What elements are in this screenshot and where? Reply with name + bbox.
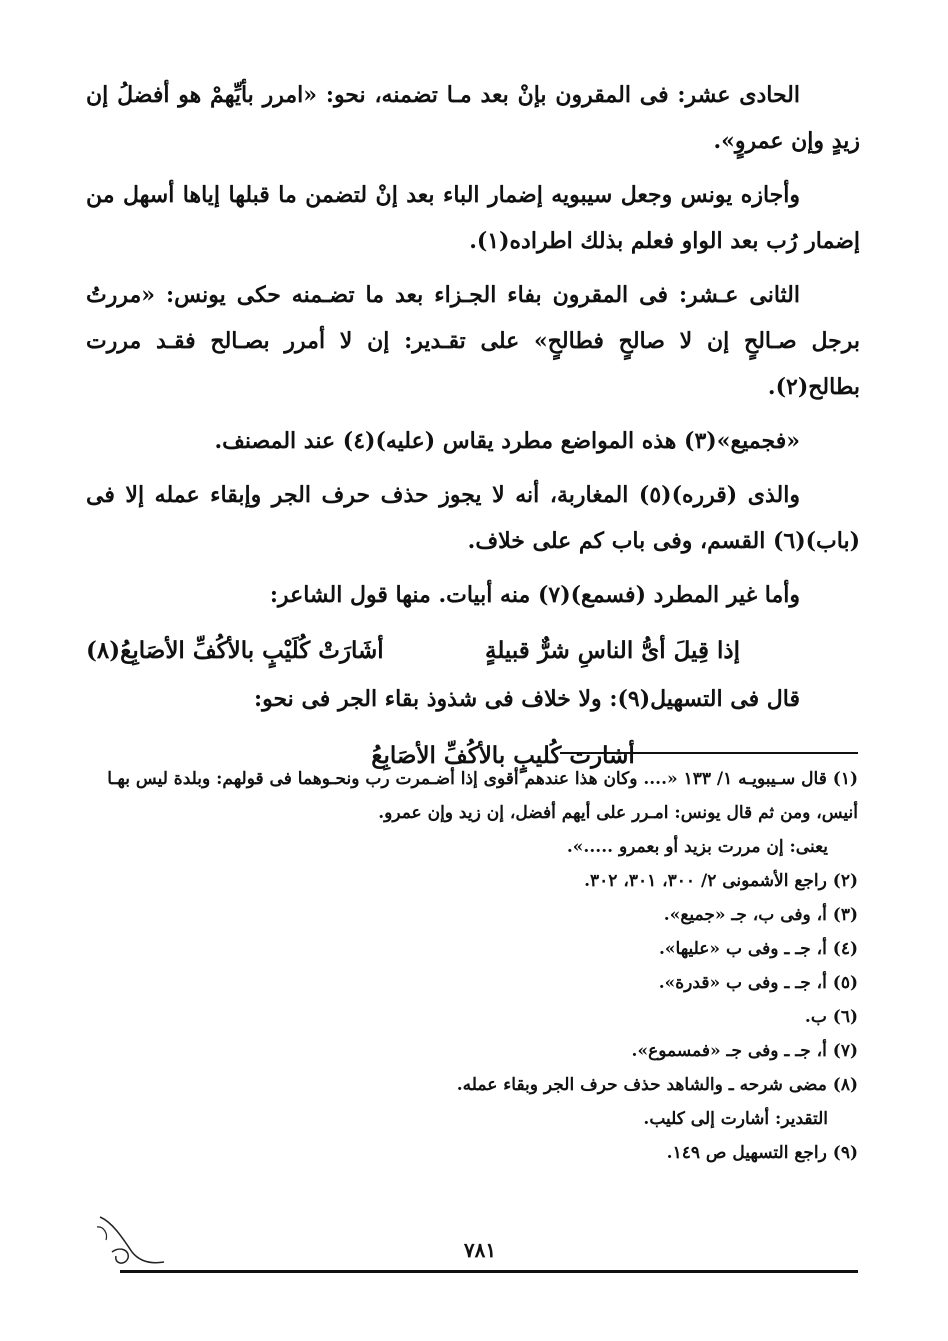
- paragraph-3: الثانى عـشر: فى المقرون بفاء الجـزاء بعد ما تضـمنه حكى يونس: «مررتُ برجل صـالحٍ إن لا صالحٍ فطالحٍ» على تقـدير: إن لا أمرر بصـالح فقـد مررت بطالح(٢).: [86, 282, 860, 400]
- footnote-6: (٦) ب.: [804, 1007, 858, 1027]
- verse-second-hemistich: أشَارَتْ كُلَيْبٍ بالأكُفِّ الأصَابِعُ(٨): [86, 637, 384, 664]
- footnote-8-continuation: التقدير: أشارت إلى كليب.: [643, 1109, 828, 1129]
- footnote-3: (٣) أ، وفى ب، جـ «جميع».: [663, 905, 858, 925]
- paragraph-7: قال فى التسهيل(٩): ولا خلاف فى شذوذ بقاء الجر فى نحو:: [253, 686, 800, 712]
- paragraph-4: «فجميع»(٣) هذه المواضع مطرد يقاس (عليه)(٤) عند المصنف.: [214, 428, 800, 454]
- verse-line-2: أشارت كُليبٍ بالأكُفِّ الأصَابِعُ: [371, 742, 635, 769]
- bottom-rule: [120, 1270, 858, 1273]
- footnote-1: (١) قال سـيبويـه ١/ ١٣٣ «.... وكان هذا عندهم أقوى إذا أضـمرت رب ونحـوهما فى قولهم: وبلدة ليس بهـا أنيس، ومن ثم قال يونس: امـرر على أيهم أفضل، إن زيد وإن عمرو.: [107, 769, 858, 823]
- verse-line-1: [86, 626, 860, 676]
- paragraph-6: وأما غير المطرد (فسمع)(٧) منه أبيات. منها قول الشاعر:: [269, 582, 800, 608]
- footnote-8: (٨) مضى شرحه ـ والشاهد حذف حرف الجر وبقاء عمله.: [456, 1075, 858, 1095]
- footnote-separator: [560, 752, 858, 754]
- footnote-9: (٩) راجع التسهيل ص ١٤٩.: [666, 1143, 858, 1163]
- verse-first-hemistich: إذا قِيلَ أىُّ الناسِ شرٌّ قبيلةٍ: [484, 637, 740, 664]
- page-ornament-icon: [92, 1212, 172, 1272]
- footnote-2: (٢) راجع الأشمونى ٢/ ٣٠٠، ٣٠١، ٣٠٢.: [584, 871, 858, 891]
- footnote-1-continuation: يعنى: إن مررت بزيد أو بعمرو .....».: [566, 837, 828, 857]
- page-number: ٧٨١: [463, 1238, 497, 1262]
- paragraph-1: الحادى عشر: فى المقرون بإنْ بعد مـا تضمنه، نحو: «امرر بأيِّهمْ هو أفضلُ إن زيدٍ وإن عمروٍ».: [86, 82, 860, 154]
- footnote-4: (٤) أ، جـ ـ وفى ب «عليها».: [658, 939, 858, 959]
- paragraph-2: وأجازه يونس وجعل سيبويه إضمار الباء بعد إنْ لتضمن ما قبلها إياها أسهل من إضمار رُب بعد الواو فعلم بذلك اطراده(١).: [86, 182, 860, 254]
- footnotes: [86, 762, 858, 1170]
- paragraph-5: والذى (قرره)(٥) المغاربة، أنه لا يجوز حذف حرف الجر وإبقاء عمله إلا فى (باب)(٦) القسم، وفى باب كم على خلاف.: [86, 482, 860, 554]
- footnote-5: (٥) أ، جـ ـ وفى ب «قدرة».: [658, 973, 858, 993]
- main-text: [86, 72, 860, 782]
- footnote-7: (٧) أ، جـ ـ وفى جـ «فمسموع».: [631, 1041, 858, 1061]
